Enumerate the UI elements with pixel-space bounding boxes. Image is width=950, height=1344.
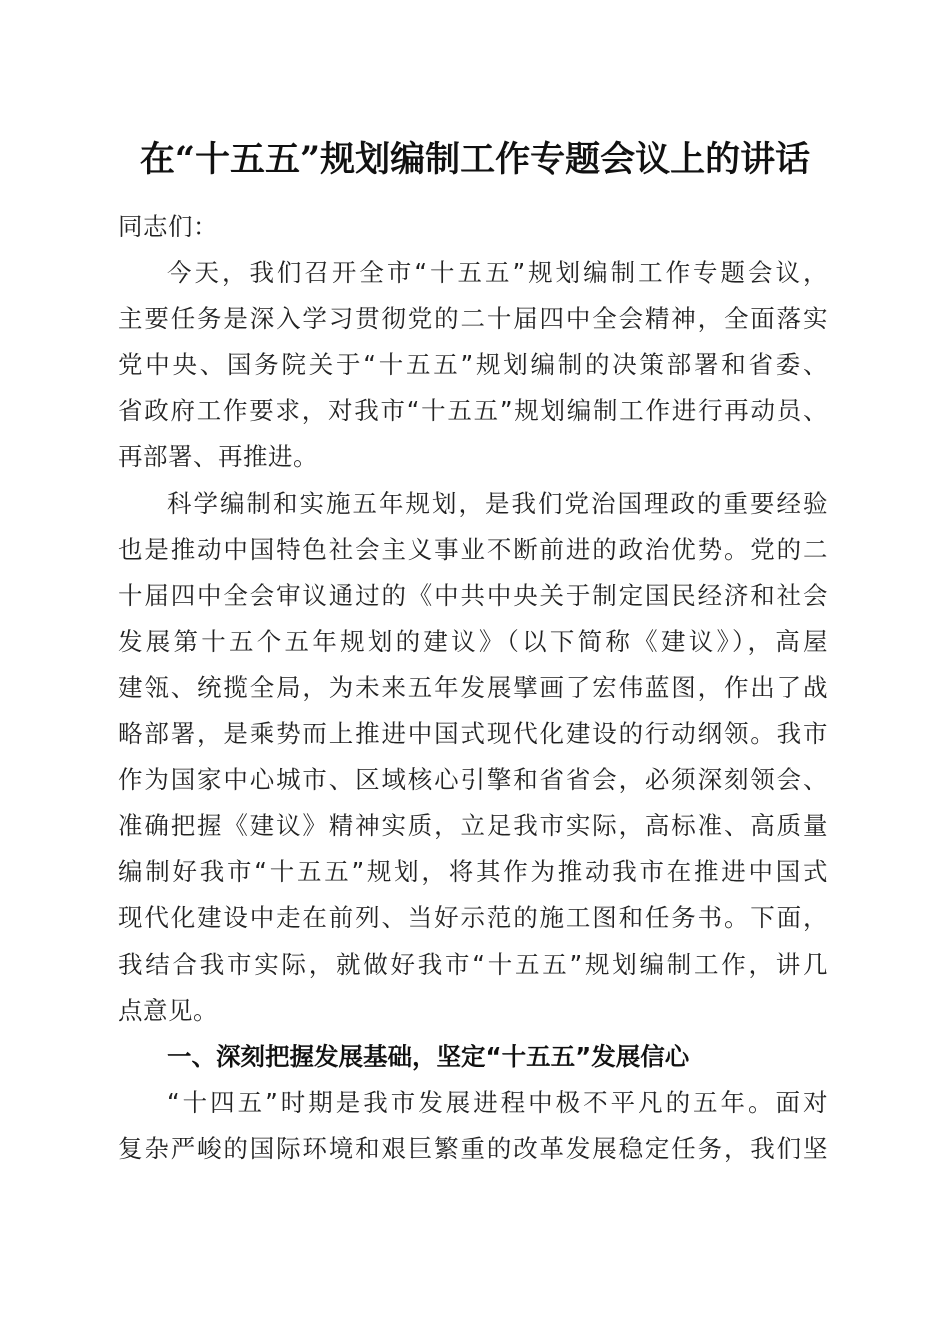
- paragraph-line: 建瓴、统揽全局，为未来五年发展擘画了宏伟蓝图，作出了战: [118, 672, 828, 702]
- paragraph-line: 再部署、再推进。: [118, 442, 318, 472]
- paragraph-line: 准确把握《建议》精神实质，立足我市实际，高标准、高质量: [118, 811, 828, 841]
- paragraph-line: 党中央、国务院关于“十五五”规划编制的决策部署和省委、: [118, 350, 828, 380]
- paragraph-line: 主要任务是深入学习贯彻党的二十届四中全会精神，全面落实: [118, 304, 828, 334]
- document-body: [118, 204, 828, 1172]
- paragraph-line: 科学编制和实施五年规划，是我们党治国理政的重要经验: [167, 488, 828, 518]
- paragraph-2: [118, 481, 828, 1034]
- document-title: 在“十五五”规划编制工作专题会议上的讲话: [139, 139, 811, 180]
- paragraph-line: 发展第十五个五年规划的建议》（以下简称《建议》），高屋: [118, 626, 828, 656]
- paragraph-1: [118, 250, 828, 480]
- paragraph-3: [118, 1080, 828, 1172]
- salutation: 同志们：: [118, 212, 218, 241]
- paragraph-line: 也是推动中国特色社会主义事业不断前进的政治优势。党的二: [118, 534, 828, 564]
- paragraph-line: 我结合我市实际，就做好我市“十五五”规划编制工作，讲几: [118, 949, 828, 979]
- paragraph-line: 作为国家中心城市、区域核心引擎和省省会，必须深刻领会、: [118, 765, 828, 795]
- paragraph-line: 点意见。: [118, 995, 218, 1025]
- paragraph-line: 编制好我市“十五五”规划，将其作为推动我市在推进中国式: [118, 857, 828, 887]
- paragraph-line: 复杂严峻的国际环境和艰巨繁重的改革发展稳定任务，我们坚: [118, 1133, 828, 1163]
- paragraph-line: 今天，我们召开全市“十五五”规划编制工作专题会议，: [167, 258, 828, 288]
- section-heading: 一、深刻把握发展基础，坚定“十五五”发展信心: [167, 1041, 690, 1071]
- paragraph-line: 十届四中全会审议通过的《中共中央关于制定国民经济和社会: [118, 580, 828, 610]
- paragraph-line: 现代化建设中走在前列、当好示范的施工图和任务书。下面，: [118, 903, 828, 933]
- paragraph-line: “十四五”时期是我市发展进程中极不平凡的五年。面对: [167, 1087, 828, 1117]
- paragraph-line: 省政府工作要求，对我市“十五五”规划编制工作进行再动员、: [118, 396, 828, 426]
- paragraph-line: 略部署，是乘势而上推进中国式现代化建设的行动纲领。我市: [118, 719, 828, 749]
